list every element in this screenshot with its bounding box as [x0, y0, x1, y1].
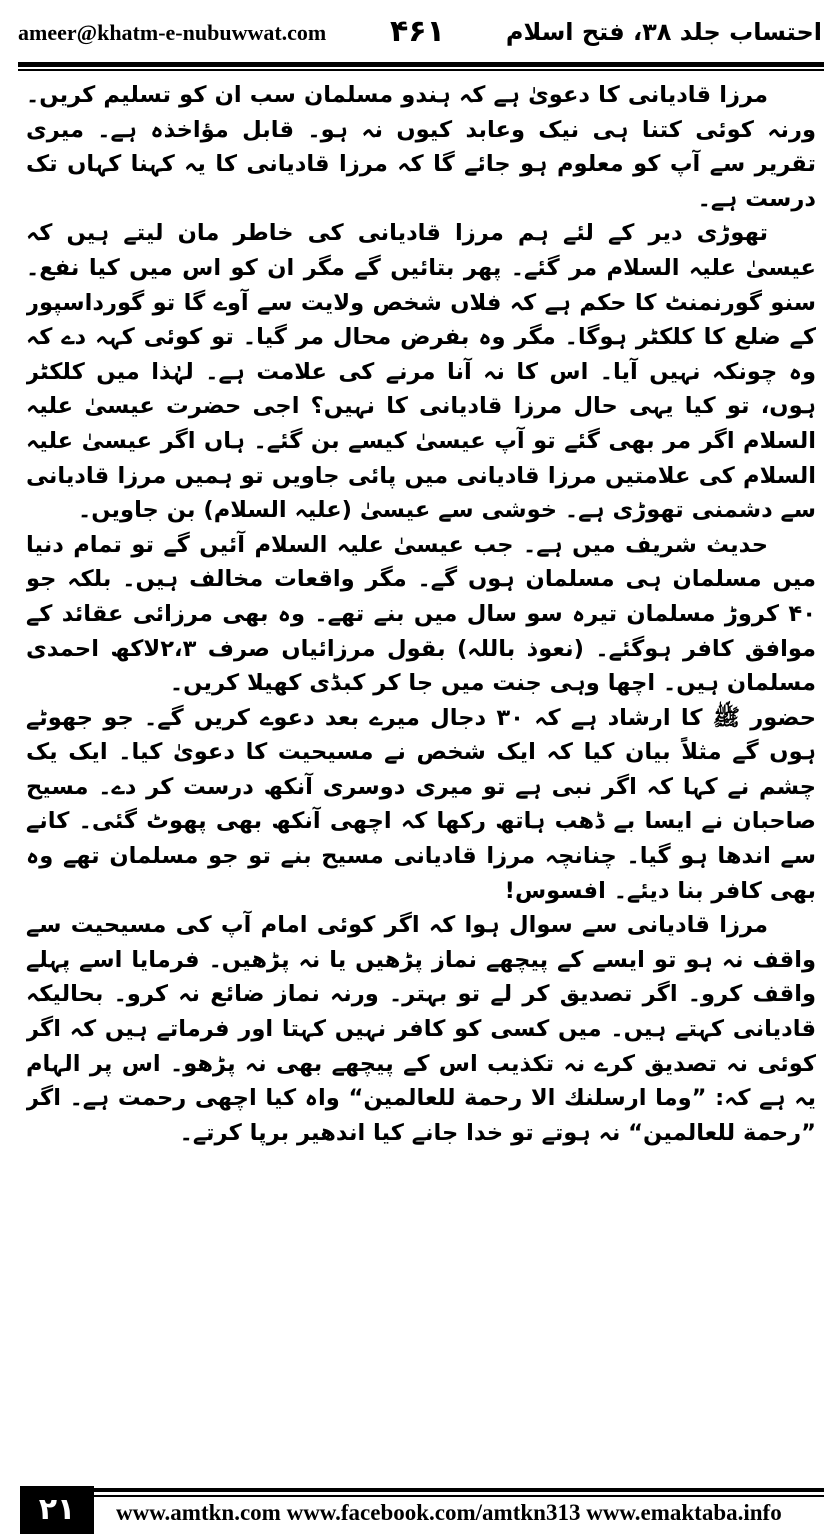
footer-page-number: ۲۱	[20, 1486, 94, 1534]
header-email: ameer@khatm-e-nubuwwat.com	[18, 20, 327, 45]
paragraph-3: حدیث شریف میں ہے۔ جب عیسیٰ علیہ السلام آئیں گے تو تمام دنیا میں مسلمان ہی مسلمان ہوں گے۔ مگر واقعات مخالف ہیں۔ بلکہ جو ۴۰ کروڑ مسلمان تیرہ سو سال میں بنے تھے۔ وہ بھی مرزائی عقائد کے موافق کافر ہوگئے۔ (نعوذ باللہ) بقول مرزائیاں صرف ۲،۳لاکھ احمدی مسلمان ہیں۔ اچھا وہی جنت میں جا کر کبڈی کھیلا کریں۔	[26, 531, 816, 697]
header-book-title: احتساب جلد ۳۸، فتح اسلام	[505, 18, 822, 46]
footer-rule-thin	[94, 1495, 824, 1497]
page-footer	[0, 1486, 840, 1540]
footer-links: www.amtkn.com www.facebook.com/amtkn313 www.emaktaba.info	[116, 1500, 782, 1525]
paragraph-2: تھوڑی دیر کے لئے ہم مرزا قادیانی کی خاطر مان لیتے ہیں کہ عیسیٰ علیہ السلام مر گئے۔ پھر بتائیں گے مگر ان کو اس میں کیا نفع۔ سنو گورنمنٹ کا حکم ہے کہ فلاں شخص ولایت سے آوے گا تو گورداسپور کے ضلع کا کلکٹر ہوگا۔ مگر وہ بفرض محال مر گیا۔ تو کوئی کہہ دے کہ وہ چونکہ نہیں آیا۔ اس کا نہ آنا مرنے کی علامت ہے۔ لہٰذا میں کلکٹر ہوں، تو کیا یہی حال مرزا قادیانی کا نہیں؟ اجی حضرت عیسیٰ علیہ السلام اگر مر بھی گئے تو آپ عیسیٰ کیسے بن گئے۔ ہاں اگر عیسیٰ علیہ السلام کی علامتیں مرزا قادیانی میں پائی جاویں تو ہمیں مرزا قادیانی سے دشمنی تھوڑی ہے۔ خوشی سے عیسیٰ (علیہ السلام) بن جاویں۔	[26, 220, 816, 524]
body-text	[26, 78, 816, 1460]
header-rule-thin	[18, 69, 824, 71]
paragraph-5: مرزا قادیانی سے سوال ہوا کہ اگر کوئی امام آپ کی مسیحیت سے واقف نہ ہو تو ایسے کے پیچھے نماز پڑھیں یا نہ پڑھیں۔ فرمایا اسے پہلے واقف کرو۔ اگر تصدیق کر لے تو بہتر۔ ورنہ نماز ضائع نہ کرو۔ بحالیکہ قادیانی کہتے ہیں۔ میں کسی کو کافر نہیں کہتا اور فرماتے ہیں کہ اگر کوئی نہ تصدیق کرے نہ تکذیب اس کے پیچھے بھی نہ پڑھو۔ اس پر الہام یہ ہے کہ: ”وما ارسلنك الا رحمة للعالمين“ واہ کیا اچھی رحمت ہے۔ اگر ”رحمة للعالمين“ نہ ہوتے تو خدا جانے کیا اندھیر برپا کرتے۔	[26, 912, 816, 1146]
page-header	[18, 12, 822, 58]
paragraph-4: حضور ﷺ کا ارشاد ہے کہ ۳۰ دجال میرے بعد دعوے کریں گے۔ جو جھوٹے ہوں گے مثلاً بیان کیا کہ ایک شخص نے مسیحیت کا دعویٰ کیا۔ ایک یک چشم نے کہا کہ اگر نبی ہے تو میری دوسری آنکھ درست کر دے۔ مسیح صاحبان نے ایسا بے ڈھب ہاتھ رکھا کہ اچھی آنکھ بھی پھوٹ گئی۔ کانے سے اندھا ہو گیا۔ چنانچہ مرزا قادیانی مسیح بنے تو جو مسلمان تھے وہ بھی کافر بنا دیئے۔ افسوس!	[26, 704, 816, 904]
paragraph-1: مرزا قادیانی کا دعویٰ ہے کہ ہندو مسلمان سب ان کو تسلیم کریں۔ ورنہ کوئی کتنا ہی نیک وعابد کیوں نہ ہو۔ قابل مؤاخذہ ہے۔ میری تقریر سے آپ کو معلوم ہو جائے گا کہ مرزا قادیانی کا یہ کہنا کہاں تک درست ہے۔	[26, 82, 816, 212]
footer-rule-thick	[94, 1488, 824, 1492]
header-page-number: ۴۶۱	[390, 14, 445, 49]
header-rule-thick	[18, 62, 824, 67]
